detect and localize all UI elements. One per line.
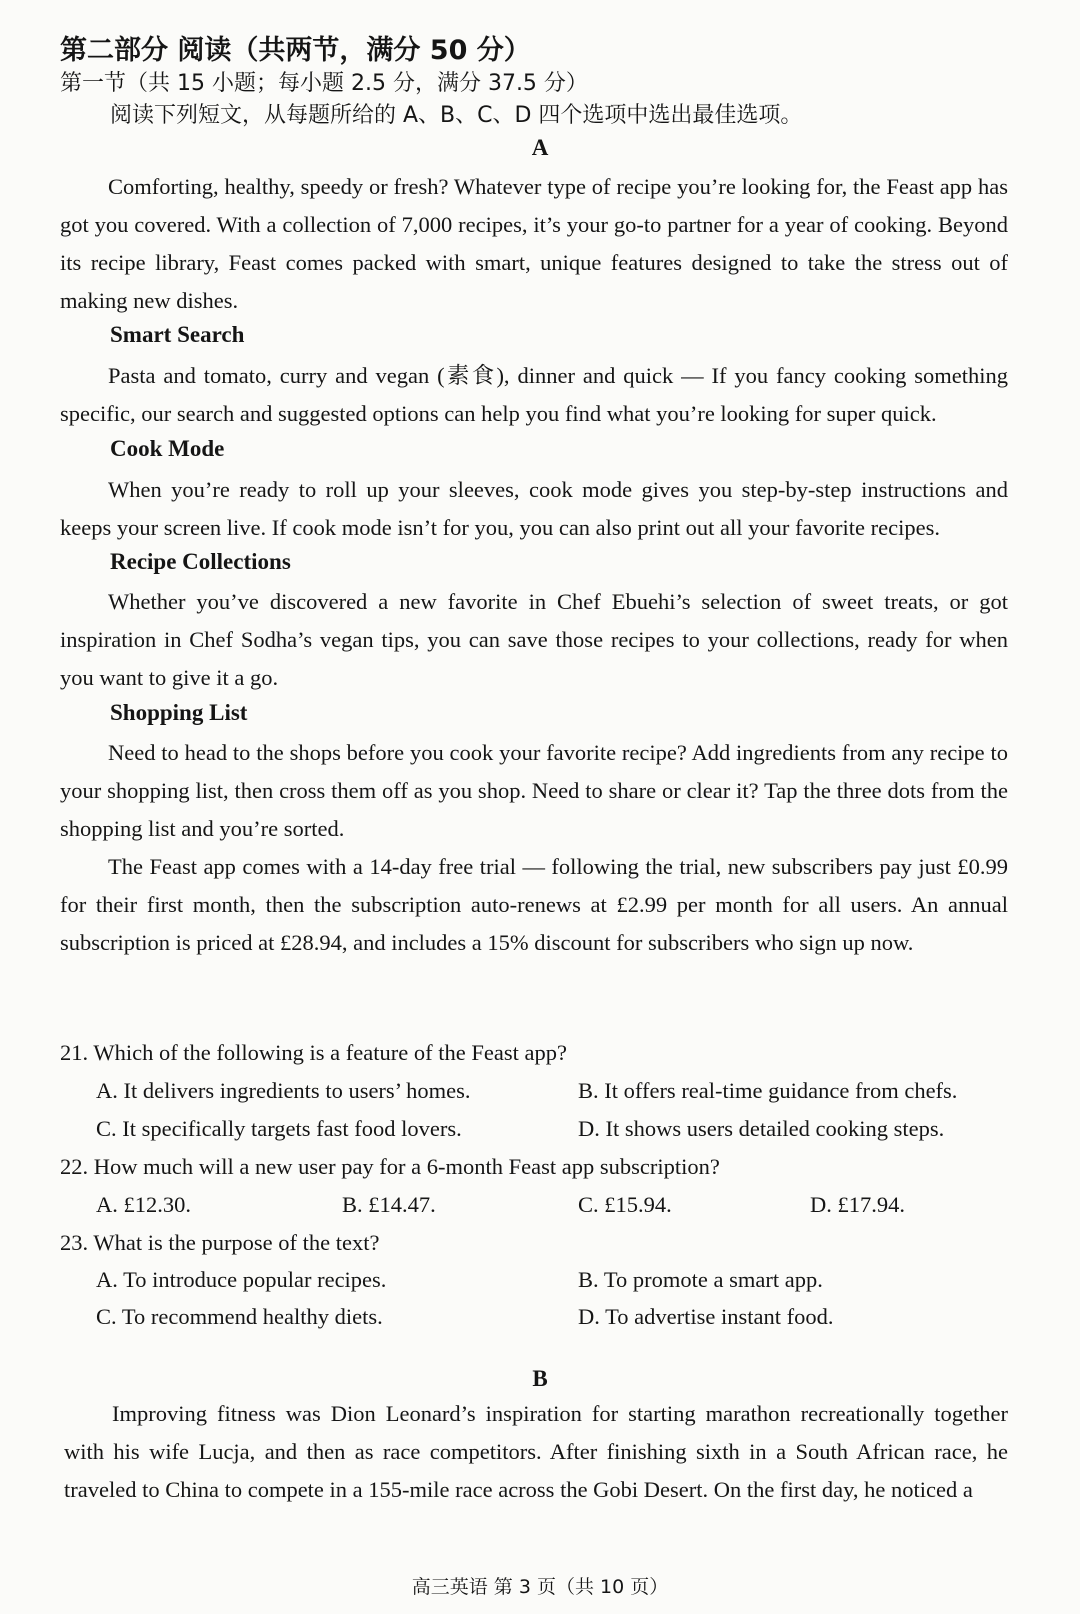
section-text-recipe-collections: Whether you’ve discovered a new favorite in Chef Ebuehi’s selection of sweet treats, or got inspiration in Chef Sodha’s vegan tips, you can save those recipes to your collections, ready for when you want to give it a go. [60,589,1008,690]
instruction: 阅读下列短文，从每题所给的 A、B、C、D 四个选项中选出最佳选项。 [110,103,803,128]
question-22-option-c: C. £15.94. [578,1192,672,1217]
question-23-option-b: B. To promote a smart app. [578,1267,823,1292]
question-21-option-a: A. It delivers ingredients to users’ homes. [96,1078,471,1103]
question-21-option-c: C. It specifically targets fast food lovers. [96,1116,462,1141]
section-text-shopping-list: Need to head to the shops before you cook your favorite recipe? Add ingredients from any recipe to your shopping list, then cross them off as you shop. Need to share or clear it? Tap the three dots from the shopping list and you’re sorted. [60,740,1008,841]
question-22-option-b: B. £14.47. [342,1192,436,1217]
question-23-option-a: A. To introduce popular recipes. [96,1267,387,1292]
part-title: 第二部分 阅读（共两节，满分 50 分） [60,35,531,66]
question-21-option-d: D. It shows users detailed cooking steps. [578,1116,945,1141]
question-22-stem: 22. How much will a new user pay for a 6-month Feast app subscription? [60,1154,720,1179]
section-heading-recipe-collections: Recipe Collections [110,549,291,574]
passage-b-letter: B [532,1366,548,1391]
section-text-smart-search: Pasta and tomato, curry and vegan (素食), dinner and quick — If you fancy cooking something specific, our search and suggested options can help you find what you’re looking for super quick. [60,363,1008,426]
passage-a-intro: Comforting, healthy, speedy or fresh? Whatever type of recipe you’re looking for, the Feast app has got you covered. With a collection of 7,000 recipes, it’s your go-to partner for a year of cooking. Beyond its recipe library, Feast comes packed with smart, unique features designed to take the stress out of making new dishes. [60,174,1008,313]
question-22-option-a: A. £12.30. [96,1192,191,1217]
question-23-option-d: D. To advertise instant food. [578,1304,834,1329]
section-text-cook-mode: When you’re ready to roll up your sleeves, cook mode gives you step-by-step instructions and keeps your screen live. If cook mode isn’t for you, you can also print out all your favorite recipes. [60,477,1008,540]
page-footer: 高三英语 第 3 页（共 10 页） [411,1576,669,1598]
question-22-option-d: D. £17.94. [810,1192,905,1217]
question-23-option-c: C. To recommend healthy diets. [96,1304,383,1329]
passage-a-letter: A [531,135,549,160]
question-23-stem: 23. What is the purpose of the text? [60,1230,380,1255]
question-21-option-b: B. It offers real-time guidance from chefs. [578,1078,958,1103]
passage-a-closing: The Feast app comes with a 14-day free trial — following the trial, new subscribers pay just £0.99 for their first month, then the subscription auto-renews at £2.99 per month for all users. An annual subscription is priced at £28.94, and includes a 15% discount for subscribers who sign up now. [60,854,1008,955]
section-heading-shopping-list: Shopping List [110,700,248,725]
section-title: 第一节（共 15 小题；每小题 2.5 分，满分 37.5 分） [60,71,588,96]
section-heading-smart-search: Smart Search [110,322,245,347]
question-21-stem: 21. Which of the following is a feature of the Feast app? [60,1040,567,1065]
passage-b-text: Improving fitness was Dion Leonard’s inspiration for starting marathon recreationally together with his wife Lucja, and then as race competitors. After finishing sixth in a South African race, he traveled to China to compete in a 155-mile race across the Gobi Desert. On the first day, he noticed a [64,1401,1008,1502]
section-heading-cook-mode: Cook Mode [110,436,225,461]
